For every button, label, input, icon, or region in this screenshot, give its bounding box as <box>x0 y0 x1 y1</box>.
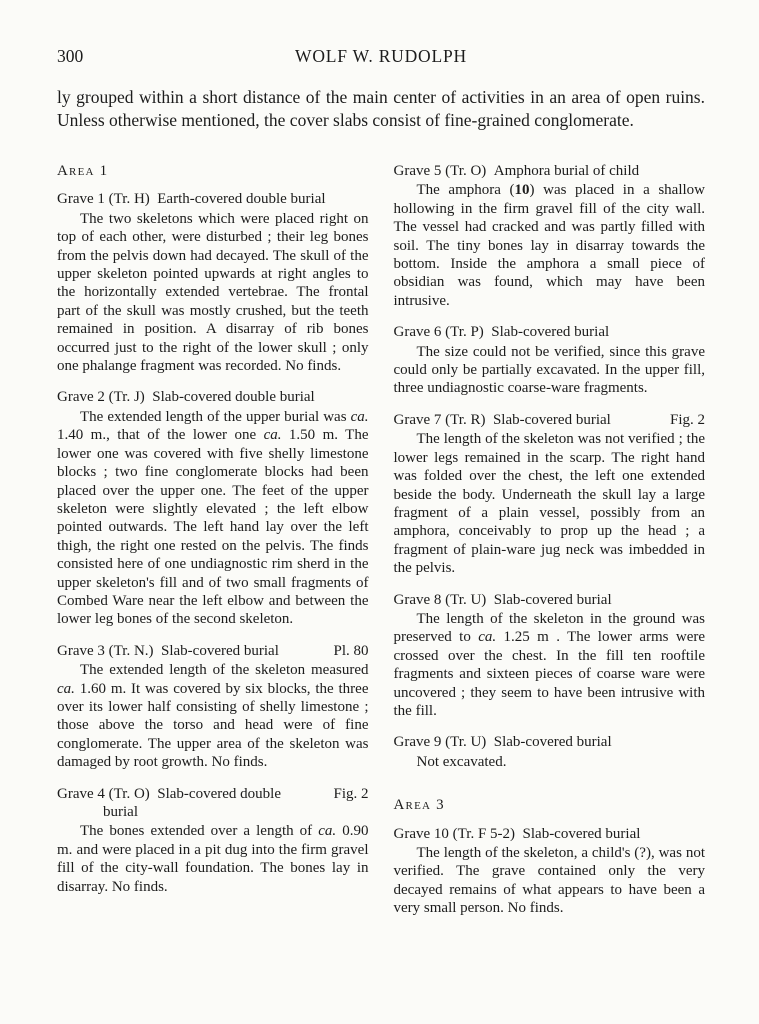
page-number: 300 <box>57 46 84 66</box>
grave-2-title: Grave 2 (Tr. J) Slab-covered double burial <box>57 389 315 406</box>
grave-5-title: Grave 5 (Tr. O) Amphora burial of child <box>393 163 640 179</box>
grave-1-entry <box>57 190 369 375</box>
grave-2-entry <box>57 388 369 628</box>
grave-8-title: Grave 8 (Tr. U) Slab-covered burial <box>393 591 612 608</box>
grave-10-title: Grave 10 (Tr. F 5-2) Slab-covered burial <box>393 825 641 842</box>
grave-5-heading <box>394 162 706 180</box>
grave-2-heading <box>57 388 369 406</box>
grave-4-title: Grave 4 (Tr. O) Slab-covered double <box>57 785 281 802</box>
grave-2-text: The extended length of the upper burial was ca. 1.40 m., that of the lower one ca. 1.50 m. The lower one was covered with five shelly limestone blocks ; two fine conglomerate blocks had been placed over the upper one. The feet of the upper skeleton were slightly elevated ; the left elbow pointed outwards. The left hand lay over the left thigh, the right one rested on the pelvis. The finds consisted here of one undiagnostic rim sherd in the upper skeleton's fill and of two small fragments of Combed Ware near the left elbow and between the lower leg bones of the second skeleton. <box>57 408 369 628</box>
grave-5-text: The amphora (10) was placed in a shallow hollowing in the firm gravel fill of the city wall. The vessel had cracked and was partly filled with soil. The tiny bones lay in disarray towards the bottom. Inside the amphora a small piece of obsidian was found, which may have been intrusive. <box>393 182 706 309</box>
grave-7-ref: Fig. 2 <box>669 411 705 428</box>
grave-7-heading <box>394 411 706 429</box>
grave-4-heading <box>57 785 369 803</box>
grave-1-text: The two skeletons which were placed right on top of each other, were disturbed ; their leg bones from the pelvis down had decayed. The skull of the upper skeleton pointed upwards at right angles to the horizontally extended vertebrae. The frontal part of the skull was mostly crushed, but the teeth remained in position. A disarray of rib bones occurred just to the right of the lower skull ; only one phalange fragment was recorded. No finds. <box>57 210 369 375</box>
area-3-heading: Area 3 <box>393 797 445 814</box>
grave-6-heading <box>394 323 706 341</box>
grave-4-ref: Fig. 2 <box>333 785 369 802</box>
grave-10-text: The length of the skeleton, a child's (?), was not verified. The grave contained only the very decayed remains of what appears to have been a very small person. No finds. <box>393 845 705 917</box>
grave-9-entry <box>394 733 706 771</box>
grave-8-entry <box>394 591 706 721</box>
page-header <box>57 46 705 66</box>
grave-7-entry <box>394 411 706 578</box>
grave-8-heading <box>394 591 706 609</box>
grave-4-heading-line2: burial <box>103 804 138 820</box>
right-column <box>394 162 706 918</box>
grave-9-text: Not excavated. <box>416 753 507 770</box>
area-1-heading: Area 1 <box>57 163 109 179</box>
grave-5-entry <box>394 162 706 310</box>
grave-7-text: The length of the skeleton was not verified ; the lower legs remained in the scarp. The right hand was folded over the chest, the left one extended beside the body. Underneath the skull lay a large fragment of a plain vessel, possibly from an amphora, conceivably to prop up the head ; a fragment of plain-ware jug neck was imbedded in the pelvis. <box>393 431 705 577</box>
grave-1-title: Grave 1 (Tr. H) Earth-covered double burial <box>57 191 326 208</box>
grave-9-title: Grave 9 (Tr. U) Slab-covered burial <box>393 734 612 751</box>
grave-3-title: Grave 3 (Tr. N.) Slab-covered burial <box>57 642 279 659</box>
grave-9-heading <box>394 733 706 751</box>
grave-3-text: The extended length of the skeleton measured ca. 1.60 m. It was covered by six blocks, the three over its lower half consisting of shelly limestone ; those above the torso and head were of fine conglomerate. The upper area of the skeleton was damaged by root growth. No finds. <box>57 662 369 771</box>
grave-3-entry <box>57 642 369 772</box>
grave-10-entry <box>394 825 706 918</box>
intro-paragraph: ly grouped within a short distance of the main center of activities in an area of open ruins. Unless otherwise mentioned, the cover slabs consist of fine-grained conglomerate. <box>57 87 705 130</box>
grave-6-title: Grave 6 (Tr. P) Slab-covered burial <box>393 324 610 341</box>
left-column <box>57 162 369 918</box>
grave-6-text: The size could not be verified, since this grave could only be partially excavated. In the upper fill, three undiagnostic coarse-ware fragments. <box>393 343 705 397</box>
grave-7-title: Grave 7 (Tr. R) Slab-covered burial <box>393 411 611 428</box>
running-head: WOLF W. RUDOLPH <box>295 46 467 66</box>
grave-4-text: The bones extended over a length of ca. 0.90 m. and were placed in a pit dug into the firm gravel fill of the city-wall foundation. The bones lay in disarray. No finds. <box>57 823 369 895</box>
grave-4-entry <box>57 785 369 896</box>
grave-1-heading <box>57 190 369 208</box>
two-column-body <box>57 162 705 918</box>
grave-8-text: The length of the skeleton in the ground was preserved to ca. 1.25 m . The lower arms were crossed over the chest. In the fill ten rooftile fragments and sixteen pieces of coarse ware were uncovered ; they seem to have been intrusive with the fill. <box>393 610 706 719</box>
grave-10-heading <box>394 825 706 843</box>
grave-3-ref: Pl. 80 <box>333 642 369 659</box>
grave-6-entry <box>394 323 706 398</box>
grave-3-heading <box>57 642 369 660</box>
